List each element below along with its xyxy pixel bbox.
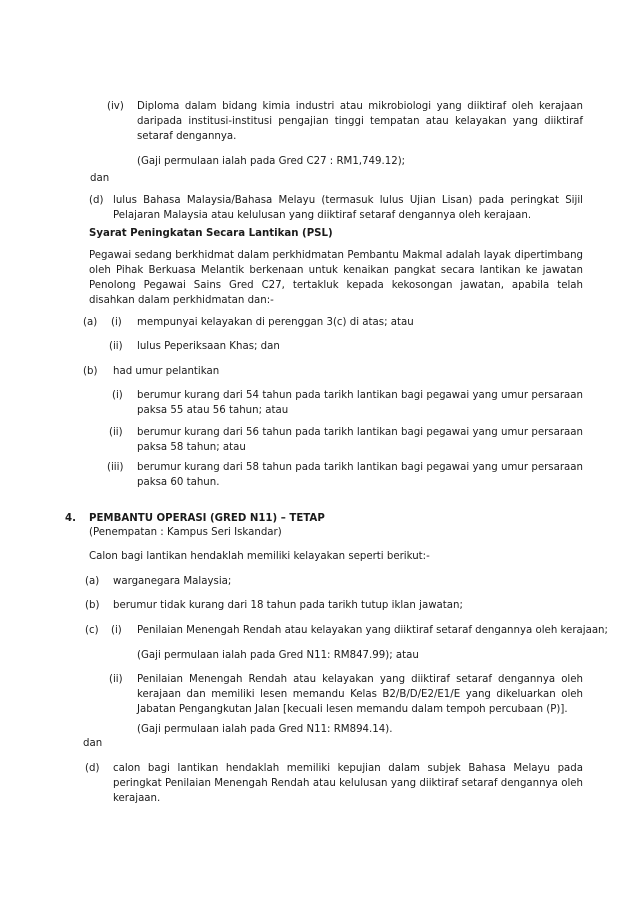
psl-b-text: had umur pelantikan: [113, 366, 220, 377]
s4-c-ii-text: Penilaian Menengah Rendah atau kelayakan yang diiktiraf setaraf dengannya oleh kerajaan dan memiliki lesen memandu Kelas B2/B/D/E2/E1/E yang dikeluarkan oleh Jabatan Pengangkutan Jalan [kecuali lesen memandu dalam tempoh percubaan (P)].: [137, 674, 583, 715]
psl-b-iii-marker: (iii): [107, 462, 124, 473]
psl-a-ii-marker: (ii): [109, 341, 123, 352]
s4-c-ii-salary: (Gaji permulaan ialah pada Gred N11: RM894.14).: [137, 724, 393, 735]
item-d-text: lulus Bahasa Malaysia/Bahasa Melayu (termasuk lulus Ujian Lisan) pada peringkat Sijil Pelajaran Malaysia atau kelulusan yang diiktiraf setaraf dengannya oleh kerajaan.: [113, 195, 583, 221]
item-iv-text: Diploma dalam bidang kimia industri atau mikrobiologi yang diiktiraf oleh kerajaan daripada institusi-institusi pengajian tinggi tempatan atau kelayakan yang diiktiraf setaraf dengannya.: [137, 101, 583, 142]
item-iv-marker: (iv): [107, 101, 124, 112]
psl-a-i-text: mempunyai kelayakan di perenggan 3(c) di atas; atau: [137, 317, 414, 328]
s4-c-i-text: Penilaian Menengah Rendah atau kelayakan yang diiktiraf setaraf dengannya oleh kerajaan;: [137, 625, 608, 636]
section-4-number: 4.: [65, 513, 76, 524]
psl-b-i-text: berumur kurang dari 54 tahun pada tarikh lantikan bagi pegawai yang umur persaraan paksa 55 atau 56 tahun; atau: [137, 390, 583, 416]
s4-a-marker: (a): [85, 576, 100, 587]
s4-d-text: calon bagi lantikan hendaklah memiliki kepujian dalam subjek Bahasa Melayu pada peringkat Penilaian Menengah Rendah atau kelulusan yang diiktiraf setaraf dengannya oleh kerajaan.: [113, 763, 583, 804]
s4-b-text: berumur tidak kurang dari 18 tahun pada tarikh tutup iklan jawatan;: [113, 600, 463, 611]
psl-b-i-marker: (i): [112, 390, 123, 401]
s4-c-i-salary: (Gaji permulaan ialah pada Gred N11: RM847.99); atau: [137, 650, 419, 661]
psl-a-ii-text: lulus Peperiksaan Khas; dan: [137, 341, 280, 352]
item-iv-salary: (Gaji permulaan ialah pada Gred C27 : RM1,749.12);: [137, 156, 406, 167]
item-d-marker: (d): [89, 195, 104, 206]
s4-b-marker: (b): [85, 600, 100, 611]
s4-d-marker: (d): [85, 763, 100, 774]
s4-a-text: warganegara Malaysia;: [113, 576, 232, 587]
psl-heading: Syarat Peningkatan Secara Lantikan (PSL): [89, 228, 333, 239]
conjunction-dan: dan: [90, 173, 110, 184]
s4-c-marker: (c): [85, 625, 99, 636]
psl-a-marker: (a): [83, 317, 98, 328]
section-4-placement: (Penempatan : Kampus Seri Iskandar): [89, 527, 282, 538]
psl-b-iii-text: berumur kurang dari 58 tahun pada tarikh lantikan bagi pegawai yang umur persaraan paksa 60 tahun.: [137, 462, 583, 488]
psl-b-marker: (b): [83, 366, 98, 377]
psl-paragraph: Pegawai sedang berkhidmat dalam perkhidmatan Pembantu Makmal adalah layak dipertimbang oleh Pihak Berkuasa Melantik berkenaan untuk kenaikan pangkat secara lantikan ke jawatan Penolong Pegawai Sains Gred C27, tertakluk kepada kekosongan jawatan, apabila telah disahkan dalam perkhidmatan dan:-: [89, 250, 583, 306]
psl-b-ii-text: berumur kurang dari 56 tahun pada tarikh lantikan bagi pegawai yang umur persaraan paksa 58 tahun; atau: [137, 427, 583, 453]
psl-a-i-marker: (i): [111, 317, 122, 328]
section-4-title: PEMBANTU OPERASI (GRED N11) – TETAP: [89, 513, 325, 524]
psl-b-ii-marker: (ii): [109, 427, 123, 438]
section-4-intro: Calon bagi lantikan hendaklah memiliki kelayakan seperti berikut:-: [89, 551, 430, 562]
s4-c-ii-marker: (ii): [109, 674, 123, 685]
s4-conjunction-dan: dan: [83, 738, 103, 749]
s4-c-i-marker: (i): [111, 625, 122, 636]
